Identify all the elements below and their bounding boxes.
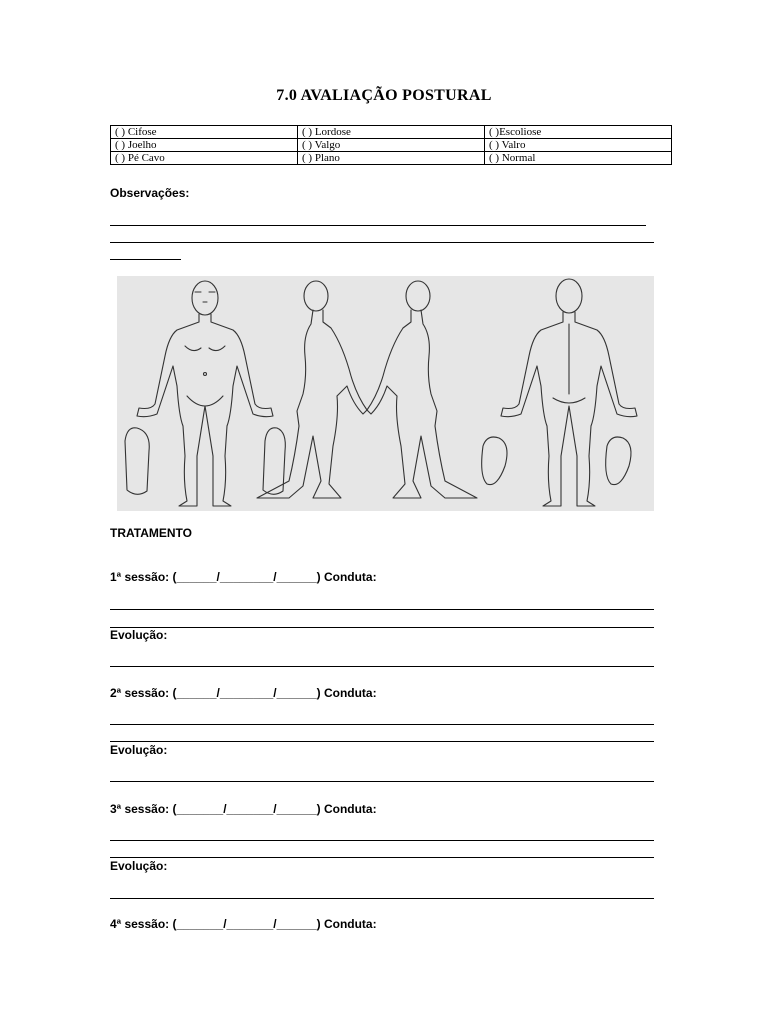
conduta-line[interactable] <box>110 724 654 725</box>
checkbox-joelho[interactable]: ( ) Joelho <box>111 139 298 152</box>
checkbox-cifose[interactable]: ( ) Cifose <box>111 126 298 139</box>
side-view-figure-2 <box>367 281 507 498</box>
back-view-figure <box>501 279 637 506</box>
page-title: 7.0 AVALIAÇÃO POSTURAL <box>276 87 492 104</box>
side-view-figure-1 <box>257 281 367 498</box>
observacoes-label: Observações: <box>110 186 190 200</box>
checkbox-valgo[interactable]: ( ) Valgo <box>298 139 485 152</box>
conduta-line[interactable] <box>110 609 654 610</box>
conduta-line[interactable] <box>110 627 654 628</box>
session-2-evolucao-label: Evolução: <box>110 743 168 757</box>
body-chart-icon <box>117 276 654 511</box>
evolucao-line[interactable] <box>110 898 654 899</box>
session-4-label: 4ª sessão: (_______/_______/______) Conduta: <box>110 917 377 931</box>
checklist-row <box>111 152 672 165</box>
checkbox-normal[interactable]: ( ) Normal <box>485 152 672 165</box>
front-view-figure <box>125 281 285 506</box>
observacoes-line[interactable] <box>110 225 646 226</box>
checklist-row <box>111 139 672 152</box>
evolucao-line[interactable] <box>110 666 654 667</box>
observacoes-line[interactable] <box>110 259 181 260</box>
session-1-evolucao-label: Evolução: <box>110 628 168 642</box>
checkbox-plano[interactable]: ( ) Plano <box>298 152 485 165</box>
evolucao-line[interactable] <box>110 781 654 782</box>
checkbox-lordose[interactable]: ( ) Lordose <box>298 126 485 139</box>
session-3-label: 3ª sessão: (_______/_______/______) Conduta: <box>110 802 377 816</box>
session-3-evolucao-label: Evolução: <box>110 859 168 873</box>
conduta-line[interactable] <box>110 857 654 858</box>
conduta-line[interactable] <box>110 741 654 742</box>
session-1-label: 1ª sessão: (______/________/______) Conduta: <box>110 570 377 584</box>
observacoes-line[interactable] <box>110 242 654 243</box>
checklist-row <box>111 126 672 139</box>
checkbox-escoliose[interactable]: ( )Escoliose <box>485 126 672 139</box>
session-2-label: 2ª sessão: (______/________/______) Conduta: <box>110 686 377 700</box>
conduta-line[interactable] <box>110 840 654 841</box>
body-chart-figure <box>117 276 654 511</box>
checkbox-valro[interactable]: ( ) Valro <box>485 139 672 152</box>
checkbox-pe-cavo[interactable]: ( ) Pé Cavo <box>111 152 298 165</box>
tratamento-heading: TRATAMENTO <box>110 526 192 540</box>
posture-checklist-table <box>110 125 672 165</box>
